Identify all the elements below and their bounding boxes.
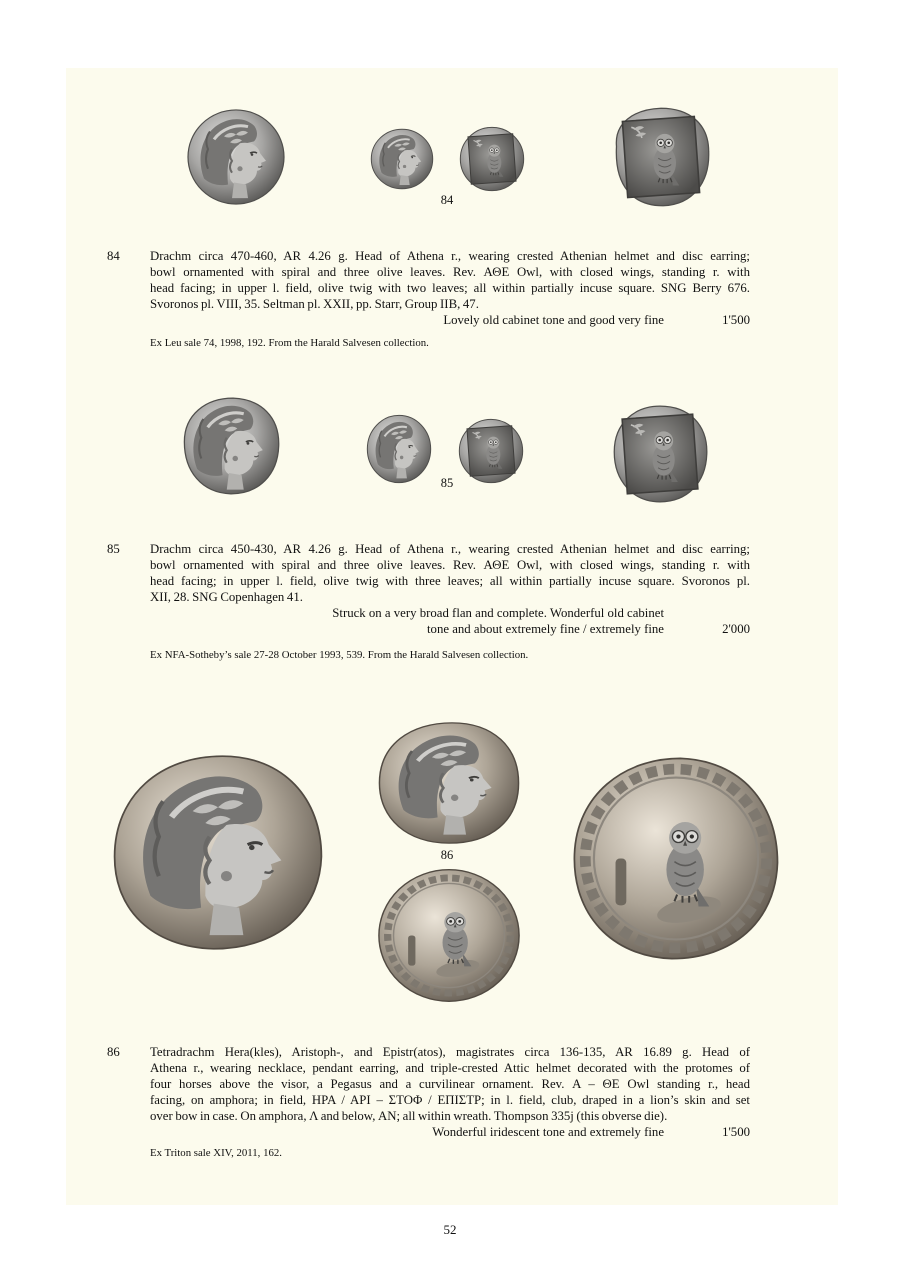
- description-line: XII, 28. SNG Copenhagen 41.: [150, 590, 303, 604]
- description-line: head facing; in upper l. field, olive twig with three leaves; all within partially incuse square. Svoronos pl.: [150, 574, 750, 588]
- description-line: bowl ornamented with spiral and three olive leaves. Rev. ΑΘΕ Owl, with closed wings, standing r. with: [150, 265, 750, 279]
- coin-84-reverse-small: [459, 126, 525, 192]
- description-line: over bow in case. On amphora, Λ and below, ΑΝ; all within wreath. Thompson 335j (this obverse die).: [150, 1109, 668, 1123]
- description-line: facing, on amphora; in field, ΗΡΑ / ΑΡΙ – ΣΤΟΦ / ΕΠΙΣΤΡ; in l. field, club, draped in a lion’s skin and set: [150, 1093, 750, 1107]
- coin-85-obverse-large: [178, 394, 284, 498]
- provenance-note: Ex NFA-Sotheby’s sale 27-28 October 1993, 539. From the Harald Salvesen collection.: [150, 649, 529, 661]
- description-line: Svoronos pl. VIII, 35. Seltman pl. XXII, pp. Starr, Group IIB, 47.: [150, 297, 479, 311]
- estimate-price: 2'000: [722, 622, 750, 636]
- plate-label: 86: [440, 848, 454, 862]
- provenance-note: Ex Leu sale 74, 1998, 192. From the Harald Salvesen collection.: [150, 337, 429, 349]
- lot-number: 85: [107, 542, 120, 556]
- lot-description: [150, 248, 750, 328]
- grade-row: [150, 621, 750, 637]
- lot-description: [150, 1044, 750, 1140]
- lot-number: 84: [107, 249, 120, 263]
- estimate-price: 1'500: [722, 1125, 750, 1139]
- grade-text: Wonderful iridescent tone and extremely fine: [432, 1125, 664, 1139]
- coin-84-obverse-large: [186, 108, 286, 206]
- grade-row: [150, 312, 750, 328]
- description-line: Drachm circa 470-460, AR 4.26 g. Head of Athena r., wearing crested Athenian helmet and disc earring;: [150, 249, 750, 263]
- description-line: bowl ornamented with spiral and three olive leaves. Rev. ΑΘΕ Owl, with closed wings, standing r. with: [150, 558, 750, 572]
- provenance-note: Ex Triton sale XIV, 2011, 162.: [150, 1147, 282, 1159]
- coin-84-obverse-small: [370, 128, 434, 190]
- coin-86-reverse-large: [568, 752, 784, 965]
- lot-number: 86: [107, 1045, 120, 1059]
- coin-85-obverse-small: [366, 414, 432, 484]
- estimate-price: 1'500: [722, 313, 750, 327]
- grade-text: Struck on a very broad flan and complete. Wonderful old cabinet: [332, 606, 664, 620]
- plate-label: 85: [440, 476, 454, 490]
- description-line: Athena r., wearing necklace, pendant earring, and triple-crested Attic helmet decorated with the protomes of: [150, 1061, 750, 1075]
- grade-text: tone and about extremely fine / extremely fine: [426, 622, 664, 636]
- coin-86-reverse-small: [376, 867, 522, 1004]
- coin-86-obverse-large: [108, 750, 328, 955]
- grade-row: [150, 605, 750, 621]
- grade-text: Lovely old cabinet tone and good very fine: [443, 313, 664, 327]
- coin-84-reverse-large: [608, 104, 714, 210]
- description-line: Drachm circa 450-430, AR 4.26 g. Head of Athena r., wearing crested Athenian helmet and disc earring;: [150, 542, 750, 556]
- description-line: four horses above the visor, a Pegasus and a curvilinear ornament. Rev. Α – ΘΕ Owl standing r., head: [150, 1077, 750, 1091]
- lot-description: [150, 541, 750, 637]
- grade-row: [150, 1124, 750, 1140]
- plate-label: 84: [440, 193, 454, 207]
- coin-85-reverse-large: [608, 402, 712, 506]
- page-number: 52: [443, 1222, 457, 1237]
- coin-85-reverse-small: [458, 418, 524, 484]
- coin-86-obverse-small: [375, 719, 523, 847]
- description-line: Tetradrachm Hera(kles), Aristoph-, and Epistr(atos), magistrates circa 136-135, AR 16.89 g. Head of: [150, 1045, 750, 1059]
- description-line: head facing; in upper l. field, olive twig with two leaves; all within partially incuse square. SNG Berry 676.: [150, 281, 750, 295]
